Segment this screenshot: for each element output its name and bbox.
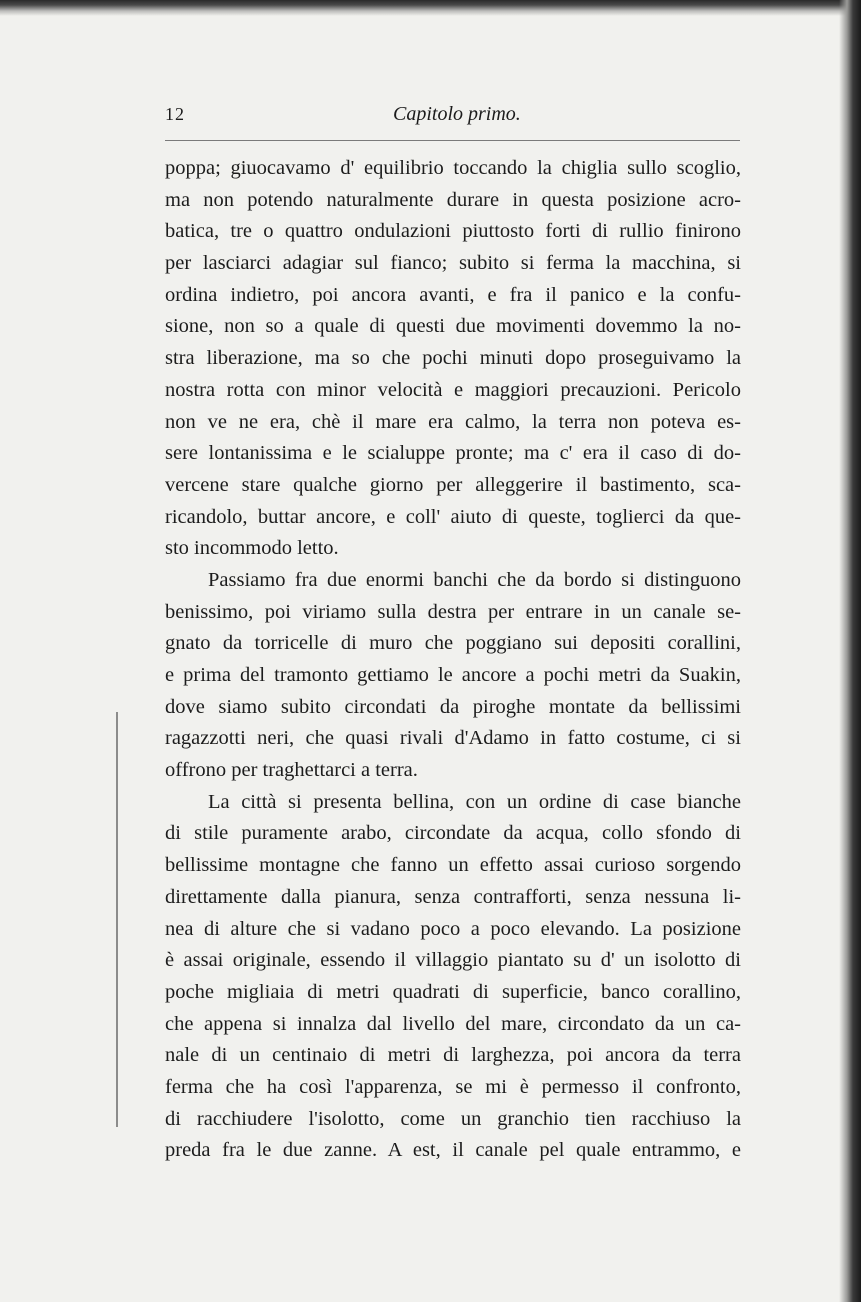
- scan-top-edge: [0, 0, 861, 16]
- text-line: direttamente dalla pianura, senza contrafforti, senza nessuna li-: [165, 885, 741, 908]
- text-line: nale di un centinaio di metri di larghezza, poi ancora da terra: [165, 1044, 741, 1067]
- text-line: bellissime montagne che fanno un effetto assai curioso sorgendo: [165, 854, 741, 877]
- text-line: Passiamo fra due enormi banchi che da bordo si distinguono: [208, 568, 741, 591]
- text-line: poppa; giuocavamo d' equilibrio toccando la chiglia sullo scoglio,: [165, 157, 741, 179]
- text-line: benissimo, poi viriamo sulla destra per entrare in un canale se-: [165, 600, 741, 623]
- text-line: dove siamo subito circondati da piroghe montate da bellissimi: [165, 695, 741, 718]
- text-line: non ve ne era, chè il mare era calmo, la terra non poteva es-: [165, 410, 741, 433]
- text-line: sione, non so a quale di questi due movimenti dovemmo la no-: [165, 315, 741, 338]
- text-line: batica, tre o quattro ondulazioni piuttosto forti di rullio finirono: [165, 220, 741, 243]
- text-line: che appena si innalza dal livello del mare, circondato da un ca-: [165, 1012, 741, 1035]
- text-line: di racchiudere l'isolotto, come un granchio tien racchiuso la: [165, 1107, 741, 1130]
- text-line: nostra rotta con minor velocità e maggiori precauzioni. Pericolo: [165, 378, 741, 401]
- text-line: è assai originale, essendo il villaggio piantato su d' un isolotto di: [165, 949, 741, 972]
- page-number: 12: [165, 104, 185, 124]
- running-head: Capitolo primo.: [393, 103, 521, 125]
- text-line: sto incommodo letto.: [165, 537, 339, 560]
- text-line: poche migliaia di metri quadrati di superficie, banco corallino,: [165, 980, 741, 1003]
- text-line: per lasciarci adagiar sul fianco; subito si ferma la macchina, si: [165, 252, 741, 275]
- header-rule: [165, 140, 740, 141]
- text-line: nea di alture che si vadano poco a poco elevando. La posizione: [165, 917, 741, 940]
- text-line: ordina indietro, poi ancora avanti, e fra il panico e la confu-: [165, 283, 741, 306]
- text-line: e prima del tramonto gettiamo le ancore a pochi metri da Suakin,: [165, 664, 741, 686]
- text-line: La città si presenta bellina, con un ordine di case bianche: [208, 790, 741, 813]
- text-line: vercene stare qualche giorno per alleggerire il bastimento, sca-: [165, 473, 741, 496]
- text-line: di stile puramente arabo, circondate da acqua, collo sfondo di: [165, 822, 741, 845]
- text-line: ma non potendo naturalmente durare in questa posizione acro-: [165, 188, 741, 211]
- text-line: preda fra le due zanne. A est, il canale pel quale entrammo, e: [165, 1139, 741, 1162]
- text-line: sere lontanissima e le scialuppe pronte; ma c' era il caso di do-: [165, 442, 741, 465]
- text-line: ferma che ha così l'apparenza, se mi è permesso il confronto,: [165, 1075, 741, 1098]
- scan-right-edge: [839, 0, 861, 1302]
- text-line: ricandolo, buttar ancore, e coll' aiuto di queste, toglierci da que-: [165, 505, 741, 528]
- text-line: stra liberazione, ma so che pochi minuti dopo proseguivamo la: [165, 347, 741, 370]
- text-line: gnato da torricelle di muro che poggiano sui depositi corallini,: [165, 632, 741, 655]
- margin-pencil-line: [116, 712, 118, 1127]
- text-line: offrono per traghettarci a terra.: [165, 759, 418, 782]
- body-text: [165, 153, 741, 1167]
- text-line: ragazzotti neri, che quasi rivali d'Adamo in fatto costume, ci si: [165, 727, 741, 750]
